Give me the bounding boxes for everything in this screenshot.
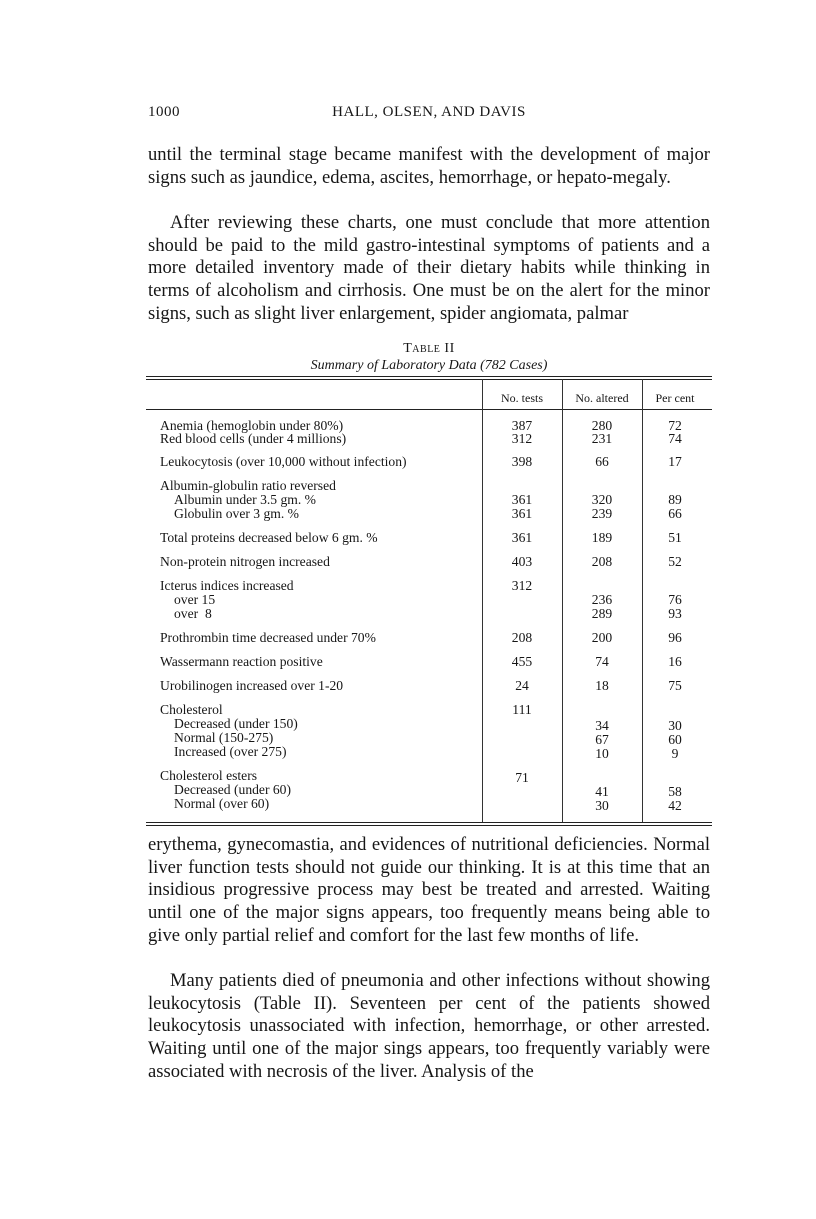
row-label: Urobilinogen increased over 1-20 <box>160 678 344 693</box>
row-label: Icterus indices increased <box>160 578 294 593</box>
cell-tests: 312 <box>511 578 533 593</box>
cell-tests: 403 <box>511 554 533 569</box>
row-label: Decreased (under 60) <box>174 782 291 797</box>
cell-altered: 239 <box>591 506 613 521</box>
row-label: Albumin-globulin ratio reversed <box>160 478 336 493</box>
cell-percent: 17 <box>668 454 682 469</box>
cell-altered: 289 <box>591 606 613 621</box>
cell-tests: 387 <box>511 418 533 433</box>
page-header <box>148 104 710 128</box>
row-label: Leukocytosis (over 10,000 without infection) <box>160 454 407 469</box>
cell-altered: 30 <box>595 798 609 813</box>
cell-percent: 75 <box>668 678 682 693</box>
cell-altered: 236 <box>591 592 613 607</box>
cell-percent: 16 <box>668 654 682 669</box>
cell-percent: 9 <box>671 746 679 761</box>
cell-tests: 111 <box>512 702 532 717</box>
row-label: Cholesterol <box>160 702 223 717</box>
cell-percent: 52 <box>668 554 682 569</box>
cell-tests: 71 <box>515 770 529 785</box>
table-title: Summary of Laboratory Data (782 Cases) <box>310 358 548 373</box>
cell-percent: 51 <box>668 530 682 545</box>
col-header-altered: No. altered <box>575 391 629 405</box>
cell-altered: 320 <box>591 492 613 507</box>
cell-altered: 231 <box>591 431 613 446</box>
cell-altered: 34 <box>595 718 609 733</box>
table-number: Table II <box>403 341 455 356</box>
col-header-tests: No. tests <box>501 391 543 405</box>
cell-tests: 361 <box>511 530 533 545</box>
row-label: Wassermann reaction positive <box>160 654 323 669</box>
cell-altered: 208 <box>591 554 613 569</box>
table-bottom-rule-2 <box>146 825 712 826</box>
cell-percent: 89 <box>668 492 682 507</box>
paragraph-4: Many patients died of pneumonia and other infections without showing leukocytosis (Table II). Seventeen per cent of the patients showed leukocytosis unassociated with infection, hemorrhage, or other arrested. Waiting until one of the major sings appears, too frequently variably were associated with necrosis of the liver. Analysis of the <box>148 970 710 1082</box>
cell-percent: 76 <box>668 592 682 607</box>
table-caption <box>148 340 710 374</box>
lab-data-table <box>146 376 712 828</box>
table-top-rule-2 <box>146 379 712 380</box>
row-label: over 15 <box>174 592 216 607</box>
paragraph-1: until the terminal stage became manifest with the development of major signs such as jaundice, edema, ascites, hemorrhage, or hepato-megaly. <box>148 144 710 188</box>
cell-altered: 41 <box>595 784 609 799</box>
cell-altered: 10 <box>595 746 609 761</box>
col-header-percent: Per cent <box>655 391 695 405</box>
cell-percent: 66 <box>668 506 682 521</box>
cell-percent: 74 <box>668 431 682 446</box>
page-number: 1000 <box>148 104 180 120</box>
cell-tests: 312 <box>511 431 533 446</box>
table-top-rule <box>146 376 712 377</box>
row-label: Non-protein nitrogen increased <box>160 554 330 569</box>
running-head: HALL, OLSEN, AND DAVIS <box>332 104 526 120</box>
row-label: Increased (over 275) <box>174 744 287 759</box>
paragraph-3: erythema, gynecomastia, and evidences of nutritional deficiencies. Normal liver function tests should not guide our thinking. It is at this time that an insidious progressive process may best be treated and arrested. Waiting until one of the major signs appears, too frequently means being able to give only partial relief and comfort for the last few months of life. <box>148 834 710 946</box>
row-label: Albumin under 3.5 gm. % <box>174 492 316 507</box>
cell-tests: 24 <box>515 678 529 693</box>
cell-altered: 200 <box>591 630 613 645</box>
cell-tests: 208 <box>511 630 533 645</box>
cell-altered: 18 <box>595 678 609 693</box>
cell-altered: 74 <box>595 654 609 669</box>
row-label: Normal (over 60) <box>174 796 270 811</box>
cell-altered: 189 <box>591 530 613 545</box>
cell-percent: 60 <box>668 732 682 747</box>
cell-altered: 66 <box>595 454 609 469</box>
row-label: Prothrombin time decreased under 70% <box>160 630 376 645</box>
cell-tests: 455 <box>511 654 533 669</box>
row-label: Red blood cells (under 4 millions) <box>160 431 347 446</box>
table-bottom-rule <box>146 822 712 823</box>
cell-tests: 361 <box>511 492 533 507</box>
cell-tests: 398 <box>511 454 533 469</box>
cell-percent: 42 <box>668 798 682 813</box>
cell-percent: 58 <box>668 784 682 799</box>
cell-percent: 72 <box>668 418 682 433</box>
row-label: Anemia (hemoglobin under 80%) <box>160 418 344 433</box>
table-header-rule <box>146 409 712 410</box>
row-label: Total proteins decreased below 6 gm. % <box>160 530 378 545</box>
row-label: over 8 <box>174 606 212 621</box>
cell-altered: 280 <box>591 418 613 433</box>
cell-tests: 361 <box>511 506 533 521</box>
cell-percent: 93 <box>668 606 682 621</box>
row-label: Decreased (under 150) <box>174 716 298 731</box>
cell-percent: 30 <box>668 718 682 733</box>
row-label: Normal (150-275) <box>174 730 274 745</box>
row-label: Globulin over 3 gm. % <box>174 506 299 521</box>
cell-percent: 96 <box>668 630 682 645</box>
row-label: Cholesterol esters <box>160 768 258 783</box>
paragraph-2: After reviewing these charts, one must conclude that more attention should be paid to the mild gastro-intestinal symptoms of patients and a more detailed inventory made of their dietary habits while thinking in terms of alcoholism and cirrhosis. One must be on the alert for the minor signs, such as slight liver enlargement, spider angiomata, palmar <box>148 212 710 324</box>
cell-altered: 67 <box>595 732 609 747</box>
